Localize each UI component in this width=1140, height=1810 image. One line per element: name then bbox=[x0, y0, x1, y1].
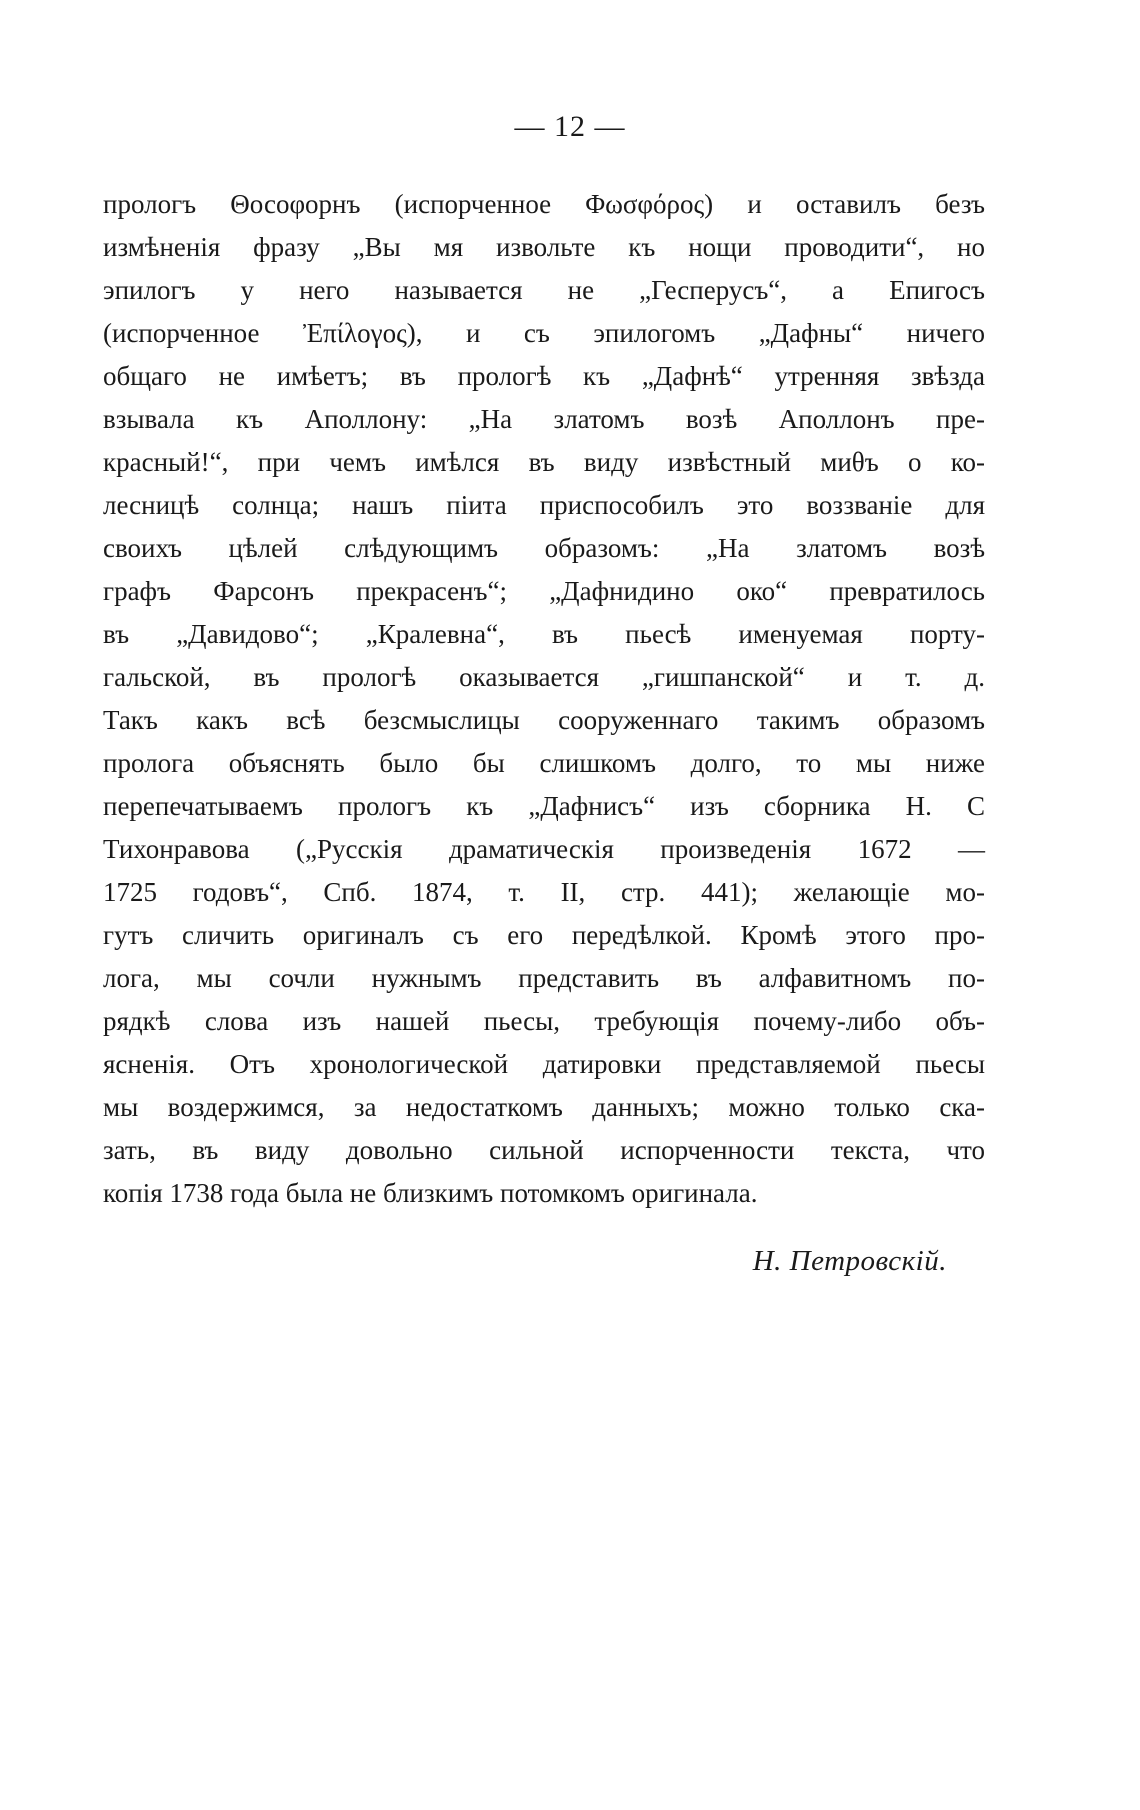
text-line: красный!“, при чемъ имѣлся въ виду извѣстный миθъ о ко- bbox=[103, 447, 985, 477]
text-line: (испорченное Ἐπίλογος), и съ эпилогомъ „Дафны“ ничего bbox=[103, 318, 985, 348]
text-line: пролога объяснять было бы слишкомъ долго, то мы ниже bbox=[103, 748, 985, 778]
text-line: графъ Фарсонъ прекрасенъ“; „Дафнидино око“ превратилось bbox=[103, 576, 985, 606]
text-line: своихъ цѣлей слѣдующимъ образомъ: „На златомъ возѣ bbox=[103, 533, 985, 563]
author-signature: Н. Петровскій. bbox=[752, 1245, 947, 1277]
text-line: копія 1738 года была не близкимъ потомкомъ оригинала. bbox=[103, 1178, 758, 1208]
text-line: лога, мы сочли нужнымъ представить въ алфавитномъ по- bbox=[103, 963, 985, 993]
text-line: зать, въ виду довольно сильной испорченности текста, что bbox=[103, 1135, 985, 1165]
text-line: ясненія. Отъ хронологической датировки представляемой пьесы bbox=[103, 1049, 985, 1079]
body-paragraph bbox=[103, 183, 985, 1215]
text-line: перепечатываемъ прологъ къ „Дафнисъ“ изъ сборника Н. С bbox=[103, 791, 985, 821]
text-line: прологъ Θосоφорнъ (испорченное Φωσφόρος) и оставилъ безъ bbox=[103, 189, 985, 219]
text-line: измѣненія фразу „Вы мя извольте къ нощи проводити“, но bbox=[103, 232, 985, 262]
text-line: мы воздержимся, за недостаткомъ данныхъ; можно только ска- bbox=[103, 1092, 985, 1122]
text-line: рядкѣ слова изъ нашей пьесы, требующія почему-либо объ- bbox=[103, 1006, 985, 1036]
text-line: эпилогъ у него называется не „Гесперусъ“, а Епигосъ bbox=[103, 275, 985, 305]
text-line: въ „Давидово“; „Кралевна“, въ пьесѣ именуемая порту- bbox=[103, 619, 985, 649]
text-line: взывала къ Аполлону: „На златомъ возѣ Аполлонъ пре- bbox=[103, 404, 985, 434]
text-line: Тихонравова („Русскія драматическія произведенія 1672 — bbox=[103, 834, 985, 864]
text-line: 1725 годовъ“, Спб. 1874, т. II, стр. 441); желающіе мо- bbox=[103, 877, 985, 907]
text-line: лесницѣ солнца; нашъ піита приспособилъ это воззваніе для bbox=[103, 490, 985, 520]
page-number: — 12 — bbox=[514, 110, 626, 143]
text-line: гальской, въ прологѣ оказывается „гишпанской“ и т. д. bbox=[103, 662, 985, 692]
text-line: общаго не имѣетъ; въ прологѣ къ „Дафнѣ“ утренняя звѣзда bbox=[103, 361, 985, 391]
text-line: гутъ сличить оригиналъ съ его передѣлкой. Кромѣ этого про- bbox=[103, 920, 985, 950]
text-line: Такъ какъ всѣ безсмыслицы сооруженнаго такимъ образомъ bbox=[103, 705, 985, 735]
